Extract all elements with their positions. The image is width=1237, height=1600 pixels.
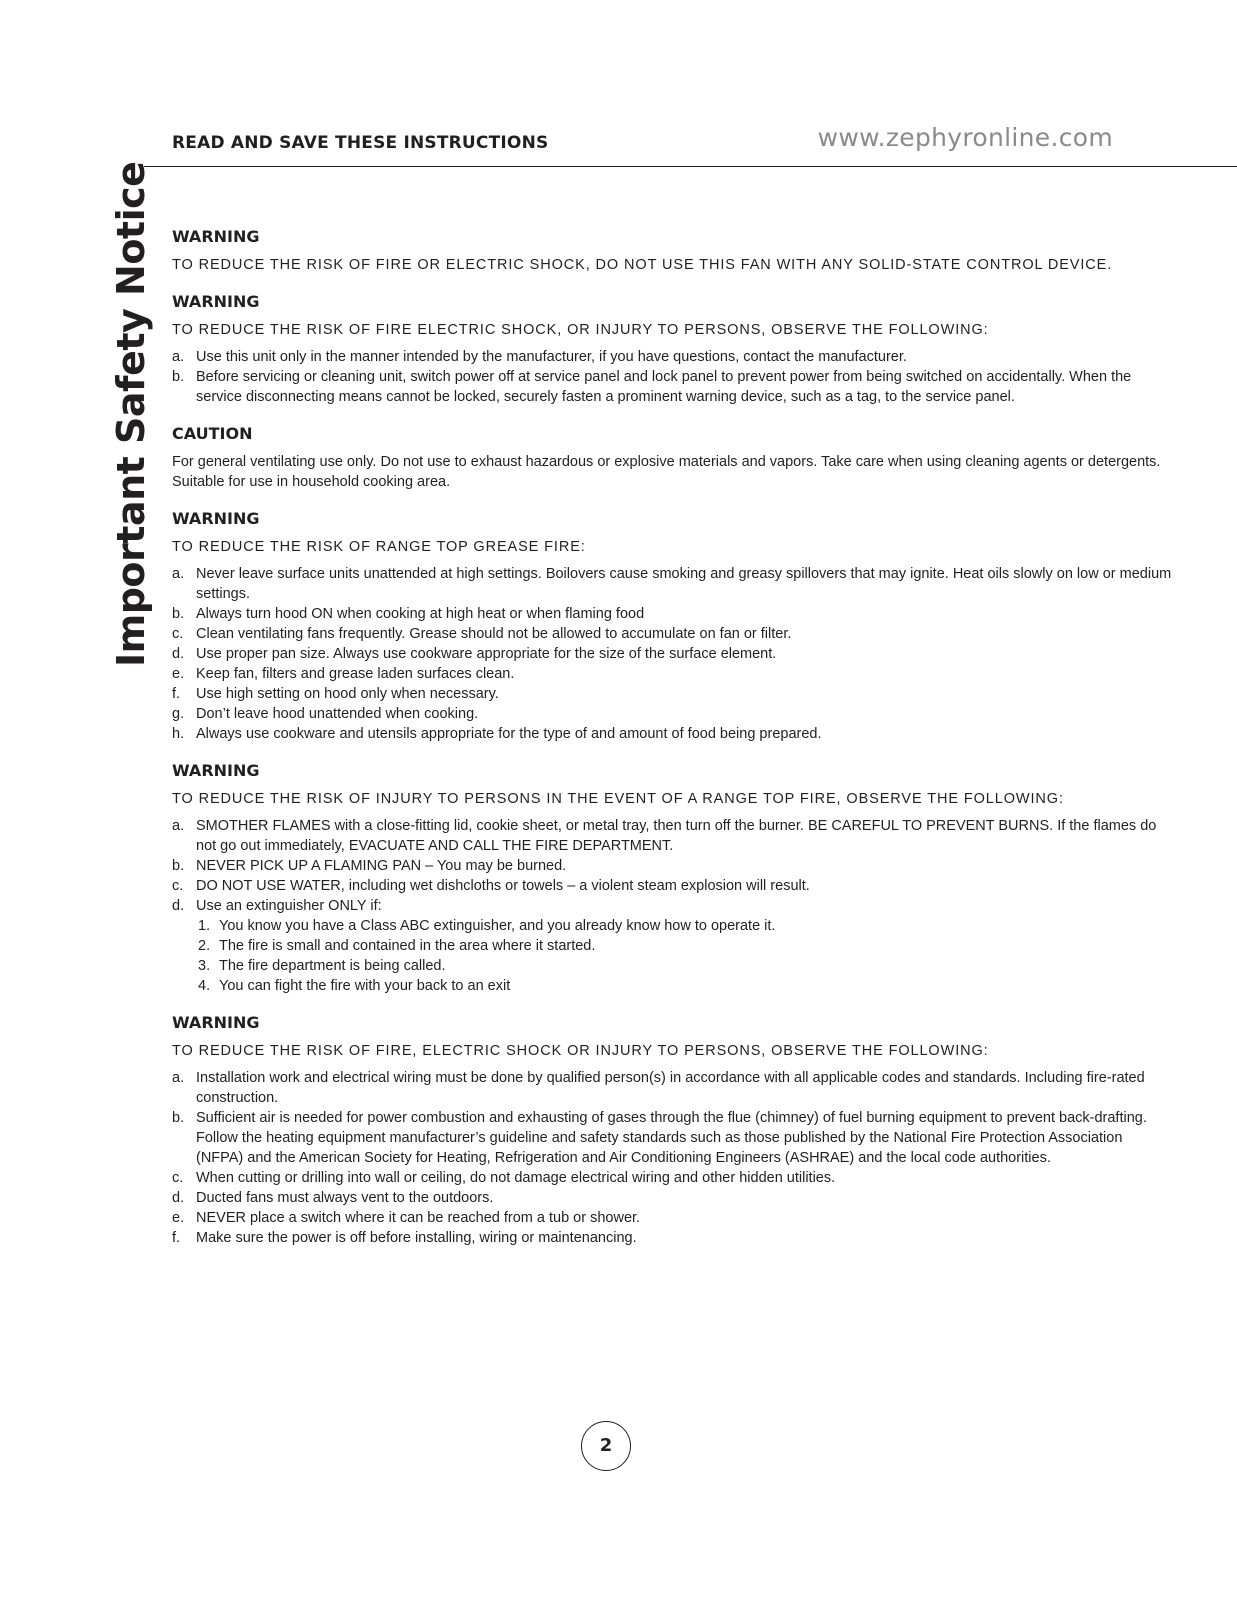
list-marker: b. — [172, 606, 185, 622]
list-item — [172, 367, 1172, 407]
list-marker: d. — [172, 646, 185, 662]
section-heading: WARNING — [172, 761, 260, 780]
list-item-text: Use high setting on hood only when necessary. — [196, 686, 499, 702]
sub-list-item — [196, 936, 1172, 956]
warning-grease-fire — [172, 508, 1172, 744]
list-item — [172, 1108, 1172, 1168]
list-item-text: Never leave surface units unattended at high settings. Boilovers cause smoking and greasy spillovers that may ignite. Heat oils slowly on low or medium settings. — [196, 566, 1172, 602]
section-heading: CAUTION — [172, 424, 253, 443]
list-item — [172, 876, 1172, 896]
list-marker: 3. — [198, 958, 211, 974]
list-marker: d. — [172, 1190, 185, 1206]
list-item — [172, 704, 1172, 724]
list-item-text: The fire is small and contained in the area where it started. — [219, 938, 596, 954]
list-item-text: You know you have a Class ABC extinguisher, and you already know how to operate it. — [219, 918, 776, 934]
list-item-text: Before servicing or cleaning unit, switch power off at service panel and lock panel to prevent power from being switched on accidentally. When the service disconnecting means cannot be locked, securely fasten a prominent warning device, such as a tag, to the service panel. — [196, 369, 1132, 405]
list-marker: e. — [172, 666, 185, 682]
list-item-text: DO NOT USE WATER, including wet dishcloths or towels – a violent steam explosion will result. — [196, 878, 810, 894]
list-marker: b. — [172, 369, 185, 385]
list-item — [172, 1168, 1172, 1188]
section-heading: WARNING — [172, 1013, 260, 1032]
sub-list-item — [196, 916, 1172, 936]
list-marker: 1. — [198, 918, 211, 934]
list-item — [172, 664, 1172, 684]
list-marker: 2. — [198, 938, 211, 954]
section-intro: TO REDUCE THE RISK OF INJURY TO PERSONS IN THE EVENT OF A RANGE TOP FIRE, OBSERVE THE FOLLOWING: — [172, 791, 1064, 807]
list-marker: d. — [172, 898, 185, 914]
extinguisher-conditions-list — [196, 916, 1172, 996]
list-item-text: NEVER PICK UP A FLAMING PAN – You may be burned. — [196, 858, 567, 874]
side-section-title: Important Safety Notice — [109, 161, 153, 667]
page-number: 2 — [581, 1421, 631, 1471]
list-marker: a. — [172, 818, 185, 834]
list-item-text: Always use cookware and utensils appropriate for the type of and amount of food being prepared. — [196, 726, 822, 742]
sub-list-item — [196, 976, 1172, 996]
list-marker: a. — [172, 566, 185, 582]
list-item — [172, 644, 1172, 664]
section-heading: WARNING — [172, 509, 260, 528]
warning-installation — [172, 1012, 1172, 1248]
caution-ventilating — [172, 423, 1172, 492]
list-item — [172, 856, 1172, 876]
list-marker: h. — [172, 726, 185, 742]
list-item-text: The fire department is being called. — [219, 958, 446, 974]
list-item-text: Make sure the power is off before installing, wiring or maintenancing. — [196, 1230, 637, 1246]
warning-range-top-fire — [172, 760, 1172, 996]
section-intro: TO REDUCE THE RISK OF FIRE, ELECTRIC SHOCK OR INJURY TO PERSONS, OBSERVE THE FOLLOWING: — [172, 1043, 989, 1059]
list-item — [172, 896, 1172, 996]
list-marker: a. — [172, 1070, 185, 1086]
website-url: www.zephyronline.com — [817, 123, 1113, 152]
list-item-text: Use proper pan size. Always use cookware appropriate for the size of the surface element. — [196, 646, 777, 662]
list-marker: e. — [172, 1210, 185, 1226]
list-marker: 4. — [198, 978, 211, 994]
list-item-text: Installation work and electrical wiring must be done by qualified person(s) in accordance with all applicable codes and standards. Including fire-rated construction. — [196, 1070, 1145, 1106]
section-intro: TO REDUCE THE RISK OF FIRE OR ELECTRIC SHOCK, DO NOT USE THIS FAN WITH ANY SOLID-STATE CONTROL DEVICE. — [172, 257, 1113, 273]
list-item — [172, 1228, 1172, 1248]
list-marker: b. — [172, 858, 185, 874]
list-item-text: Use this unit only in the manner intended by the manufacturer, if you have questions, contact the manufacturer. — [196, 349, 907, 365]
list-marker: c. — [172, 1170, 184, 1186]
list-item-text: Sufficient air is needed for power combustion and exhausting of gases through the flue (chimney) of fuel burning equipment to prevent back-drafting. Follow the heating equipment manufacturer’s guideline and safety standards such as those published by the National Fire Protection Association (NFPA) and the American Society for Heating, Refrigeration and Air Conditioning Engineers (ASHRAE) and the local code authorities. — [196, 1110, 1147, 1166]
list-item — [172, 724, 1172, 744]
list-marker: f. — [172, 686, 181, 702]
list-item-text: Keep fan, filters and grease laden surfaces clean. — [196, 666, 515, 682]
sub-list-item — [196, 956, 1172, 976]
list-item — [172, 1208, 1172, 1228]
section-intro: TO REDUCE THE RISK OF RANGE TOP GREASE FIRE: — [172, 539, 586, 555]
list-item — [172, 564, 1172, 604]
list-marker: g. — [172, 706, 185, 722]
instruction-list — [172, 816, 1172, 996]
list-item — [172, 1188, 1172, 1208]
safety-content — [172, 226, 1172, 1264]
list-item-text: Clean ventilating fans frequently. Grease should not be allowed to accumulate on fan or filter. — [196, 626, 792, 642]
list-marker: c. — [172, 626, 184, 642]
section-body: For general ventilating use only. Do not use to exhaust hazardous or explosive materials and vapors. Take care when using cleaning agents or detergents. Suitable for use in household cooking area. — [172, 454, 1161, 490]
header-title: READ AND SAVE THESE INSTRUCTIONS — [172, 133, 549, 153]
list-item-text: When cutting or drilling into wall or ceiling, do not damage electrical wiring and other hidden utilities. — [196, 1170, 836, 1186]
list-item — [172, 347, 1172, 367]
list-marker: f. — [172, 1230, 181, 1246]
list-item-text: NEVER place a switch where it can be reached from a tub or shower. — [196, 1210, 641, 1226]
warning-general — [172, 291, 1172, 407]
instruction-list — [172, 347, 1172, 407]
list-item — [172, 604, 1172, 624]
list-item-text: Always turn hood ON when cooking at high heat or when flaming food — [196, 606, 645, 622]
list-item — [172, 684, 1172, 704]
list-item — [172, 1068, 1172, 1108]
section-heading: WARNING — [172, 227, 260, 246]
list-item-text: Don’t leave hood unattended when cooking. — [196, 706, 479, 722]
header-divider — [144, 166, 1237, 167]
section-intro: TO REDUCE THE RISK OF FIRE ELECTRIC SHOCK, OR INJURY TO PERSONS, OBSERVE THE FOLLOWING: — [172, 322, 989, 338]
warning-solid-state — [172, 226, 1172, 275]
section-heading: WARNING — [172, 292, 260, 311]
list-item — [172, 624, 1172, 644]
instruction-list — [172, 1068, 1172, 1248]
list-marker: a. — [172, 349, 185, 365]
list-item-text: Use an extinguisher ONLY if: — [196, 898, 382, 914]
list-item-text: SMOTHER FLAMES with a close-fitting lid, cookie sheet, or metal tray, then turn off the burner. BE CAREFUL TO PREVENT BURNS. If the flames do not go out immediately, EVACUATE AND CALL THE FIRE DEPARTMENT. — [196, 818, 1157, 854]
instruction-list — [172, 564, 1172, 744]
list-marker: b. — [172, 1110, 185, 1126]
list-item-text: Ducted fans must always vent to the outdoors. — [196, 1190, 494, 1206]
list-item-text: You can fight the fire with your back to an exit — [219, 978, 511, 994]
list-item — [172, 816, 1172, 856]
list-marker: c. — [172, 878, 184, 894]
